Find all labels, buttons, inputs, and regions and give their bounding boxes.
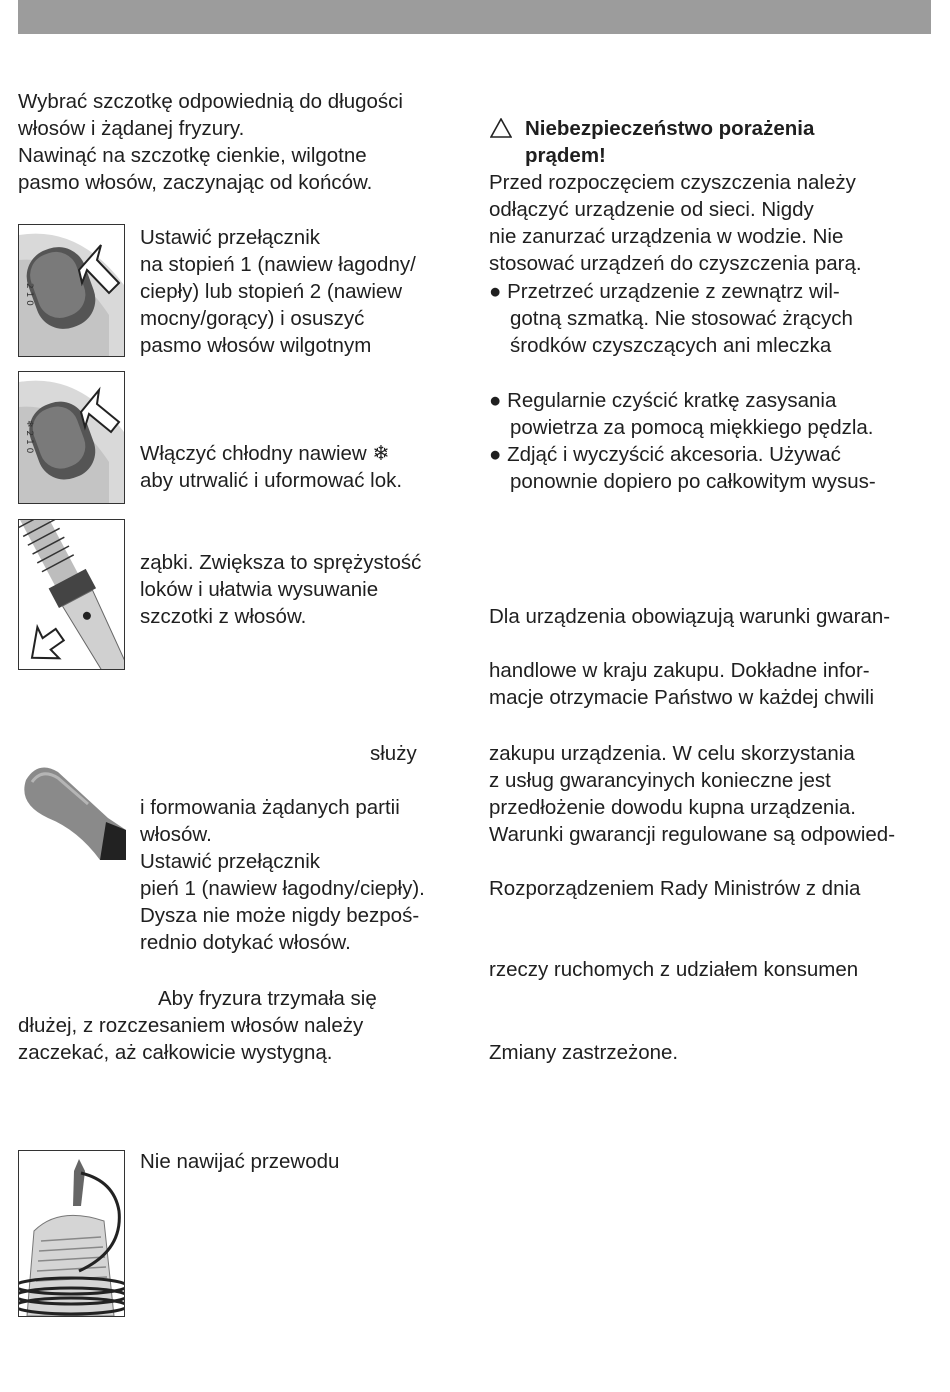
cool-line-1: Aby fryzura trzymała się bbox=[158, 987, 377, 1010]
step1-line-5: pasmo włosów wilgotnym bbox=[140, 334, 372, 357]
header-bar bbox=[18, 0, 931, 34]
step2-line-2: aby utrwalić i uformować lok. bbox=[140, 469, 403, 492]
step3-line-1: ząbki. Zwiększa to sprężystość bbox=[140, 551, 422, 574]
intro-line-2: włosów i żądanej fryzury. bbox=[18, 117, 245, 140]
step3-line-3: szczotki z włosów. bbox=[140, 605, 307, 628]
bullet3-line-2: ponownie dopiero po całkowitym wysus- bbox=[510, 470, 876, 493]
warranty-line-9: rzeczy ruchomych z udziałem konsumen bbox=[489, 958, 859, 981]
bullet1-line-1: ● Przetrzeć urządzenie z zewnątrz wil- bbox=[489, 280, 840, 303]
warning-body-1: Przed rozpoczęciem czyszczenia należy bbox=[489, 171, 856, 194]
nozzle-word: służy bbox=[370, 742, 417, 765]
cool-line-2: dłużej, z rozczesaniem włosów należy bbox=[18, 1014, 364, 1037]
svg-text:❄ 2 1 0: ❄ 2 1 0 bbox=[24, 420, 34, 454]
step1-line-3: ciepły) lub stopień 2 (nawiew bbox=[140, 280, 403, 303]
step1-line-4: mocny/gorący) i osuszyć bbox=[140, 307, 365, 330]
warning-body-2: odłączyć urządzenie od sieci. Nigdy bbox=[489, 198, 814, 221]
warranty-line-6: przedłożenie dowodu kupna urządzenia. bbox=[489, 796, 856, 819]
intro-line-1: Wybrać szczotkę odpowiednią do długości bbox=[18, 90, 403, 113]
nozzle-line-4: pień 1 (nawiew łagodny/ciepły). bbox=[140, 877, 425, 900]
warranty-line-3: macje otrzymacie Państwo w każdej chwili bbox=[489, 686, 875, 709]
figure-storage bbox=[18, 1150, 125, 1317]
warning-triangle-icon bbox=[490, 118, 512, 138]
step1-line-2: na stopień 1 (nawiew łagodny/ bbox=[140, 253, 416, 276]
figure-switch-heat bbox=[18, 224, 125, 357]
changes-reserved: Zmiany zastrzeżone. bbox=[489, 1041, 679, 1064]
warranty-line-1: Dla urządzenia obowiązują warunki gwaran- bbox=[489, 605, 891, 628]
nozzle-line-3: Ustawić przełącznik bbox=[140, 850, 320, 873]
warning-title-2: prądem! bbox=[525, 144, 606, 167]
figure-nozzle bbox=[18, 760, 126, 860]
bullet2-line-2: powietrza za pomocą miękkiego pędzla. bbox=[510, 416, 874, 439]
warranty-line-8: Rozporządzeniem Rady Ministrów z dnia bbox=[489, 877, 861, 900]
warranty-line-7: Warunki gwarancji regulowane są odpowied- bbox=[489, 823, 896, 846]
intro-line-4: pasmo włosów, zaczynając od końców. bbox=[18, 171, 373, 194]
bullet3-line-1: ● Zdjąć i wyczyścić akcesoria. Używać bbox=[489, 443, 841, 466]
intro-line-3: Nawinąć na szczotkę cienkie, wilgotne bbox=[18, 144, 367, 167]
bullet1-line-3: środków czyszczących ani mleczka bbox=[510, 334, 832, 357]
nozzle-line-1: i formowania żądanych partii bbox=[140, 796, 400, 819]
figure-brush-retract bbox=[18, 519, 125, 670]
nozzle-line-6: rednio dotykać włosów. bbox=[140, 931, 351, 954]
step3-line-2: loków i ułatwia wysuwanie bbox=[140, 578, 379, 601]
warranty-line-5: z usług gwarancyinych konieczne jest bbox=[489, 769, 831, 792]
warning-title-1: Niebezpieczeństwo porażenia bbox=[525, 117, 815, 140]
step2-line-1: Włączyć chłodny nawiew ❄ bbox=[140, 442, 390, 465]
warranty-line-2: handlowe w kraju zakupu. Dokładne infor- bbox=[489, 659, 870, 682]
bullet1-line-2: gotną szmatką. Nie stosować żrących bbox=[510, 307, 853, 330]
cool-line-3: zaczekać, aż całkowicie wystygną. bbox=[18, 1041, 333, 1064]
figure-switch-cool bbox=[18, 371, 125, 504]
nozzle-line-2: włosów. bbox=[140, 823, 212, 846]
warning-body-4: stosować urządzeń do czyszczenia parą. bbox=[489, 252, 862, 275]
step1-line-1: Ustawić przełącznik bbox=[140, 226, 320, 249]
bullet2-line-1: ● Regularnie czyścić kratkę zasysania bbox=[489, 389, 837, 412]
storage-text: Nie nawijać przewodu bbox=[140, 1150, 340, 1173]
svg-text:2 1 0: 2 1 0 bbox=[24, 283, 34, 306]
warranty-line-4: zakupu urządzenia. W celu skorzystania bbox=[489, 742, 855, 765]
nozzle-line-5: Dysza nie może nigdy bezpoś- bbox=[140, 904, 420, 927]
warning-body-3: nie zanurzać urządzenia w wodzie. Nie bbox=[489, 225, 844, 248]
